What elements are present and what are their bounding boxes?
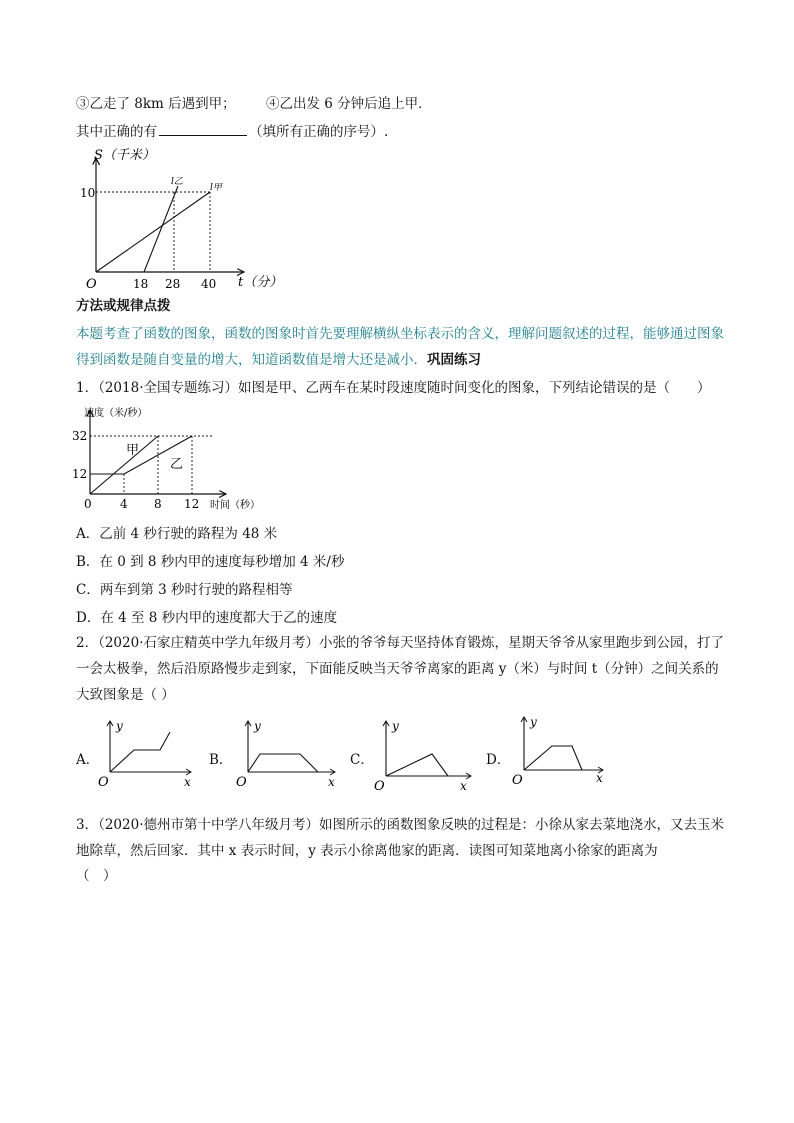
answer-line [76, 121, 388, 142]
method-heading: 方法或规律点拨 [76, 298, 171, 314]
answer-hint: （填所有正确的序号）. [249, 124, 389, 140]
svg-text:y: y [530, 715, 537, 729]
label-yi: 乙 [170, 457, 184, 472]
q2-option-a-letter[interactable]: A． [76, 752, 100, 768]
answer-blank[interactable] [159, 121, 247, 136]
line-jia [96, 192, 210, 272]
statement-3: ③乙走了 8km 后遇到甲； [76, 96, 236, 112]
q2-option-d-graph[interactable] [508, 714, 608, 786]
q2-option-d-letter[interactable]: D． [486, 752, 511, 768]
speed-x-tick-8: 8 [154, 497, 162, 511]
q2-option-b-graph[interactable] [230, 718, 340, 788]
q2-option-a-graph[interactable] [96, 718, 196, 788]
x-tick-28: 28 [165, 277, 181, 291]
speed-x-tick-4: 4 [120, 497, 128, 511]
q2-stem: 2．（2020·石家庄精英中学九年级月考）小张的爷爷每天坚持体育锻炼，星期天爷爷从家里跑步到公园，打了一会太极拳，然后沿原路慢步走到家，下面能反映当天爷爷离家的距离 y（米）与时间 t（分钟）之间关系的大致图象是（ ） [76, 635, 724, 703]
line-yi-label: l乙 [171, 177, 183, 187]
svg-text:O: O [374, 779, 385, 794]
q3-stem: 3．（2020·德州市第十中学八年级月考）如图所示的函数图象反映的过程是：小徐从家去菜地浇水，又去玉米地除草，然后回家．其中 x 表示时间，y 表示小徐离他家的距离．读图可知菜地离小徐家的距离为 [76, 817, 724, 859]
svg-text:x: x [184, 775, 191, 788]
q1-option-c[interactable]: C．两车到第 3 秒时行驶的路程相等 [76, 582, 293, 598]
svg-text:O: O [512, 773, 523, 786]
y-axis-label: S（千米） [94, 148, 155, 163]
x-tick-18: 18 [133, 277, 149, 291]
svg-text:O: O [236, 775, 247, 788]
svg-text:x: x [328, 775, 335, 788]
q2-option-b-letter[interactable]: B． [209, 752, 233, 768]
practice-heading: 巩固练习 [427, 352, 481, 368]
line-yi [144, 186, 178, 272]
speed-y-tick-32: 32 [72, 429, 88, 443]
q1-stem: 1．（2018·全国专题练习）如图是甲、乙两车在某时段速度随时间变化的图象，下列结论错误的是（ ） [76, 380, 711, 396]
svg-text:x: x [596, 771, 603, 785]
q1-option-d[interactable]: D．在 4 至 8 秒内甲的速度都大于乙的速度 [76, 610, 338, 626]
svg-text:y: y [116, 719, 123, 733]
y-tick-10: 10 [80, 186, 96, 200]
svg-text:x: x [460, 779, 467, 793]
answer-prompt: 其中正确的有 [76, 124, 157, 140]
speed-x-tick-12: 12 [184, 497, 200, 511]
distance-time-graph [74, 146, 284, 294]
speed-y-label: 速度（米/秒） [84, 408, 148, 419]
line-jia-label: l甲 [210, 183, 222, 193]
x-axis-label: t（分） [238, 275, 283, 290]
speed-time-graph [70, 402, 290, 514]
statement-4: ④乙出发 6 分钟后追上甲． [266, 96, 432, 112]
q2-option-c-graph[interactable] [370, 718, 480, 794]
speed-x-tick-0: 0 [84, 497, 92, 511]
q2-option-c-letter[interactable]: C． [350, 752, 374, 768]
svg-text:y: y [392, 719, 399, 733]
speed-y-tick-12: 12 [72, 467, 88, 481]
q3-answer-paren[interactable]: （ ） [76, 868, 117, 884]
svg-text:y: y [254, 719, 261, 733]
label-jia: 甲 [126, 443, 140, 458]
method-text [76, 321, 726, 373]
svg-text:O: O [98, 775, 109, 788]
x-tick-40: 40 [201, 277, 217, 291]
q1-option-b[interactable]: B．在 0 到 8 秒内甲的速度每秒增加 4 米/秒 [76, 554, 345, 570]
q1-option-a[interactable]: A．乙前 4 秒行驶的路程为 48 米 [76, 526, 278, 542]
speed-x-label: 时间（秒） [210, 500, 260, 511]
method-body: 本题考查了函数的图象，函数的图象时首先要理解横纵坐标表示的含义，理解问题叙述的过程，能够通过图象得到函数是随自变量的增大，知道函数值是增大还是减小． [76, 326, 724, 368]
origin-label: O [86, 277, 97, 292]
line-jia-speed [90, 436, 158, 494]
